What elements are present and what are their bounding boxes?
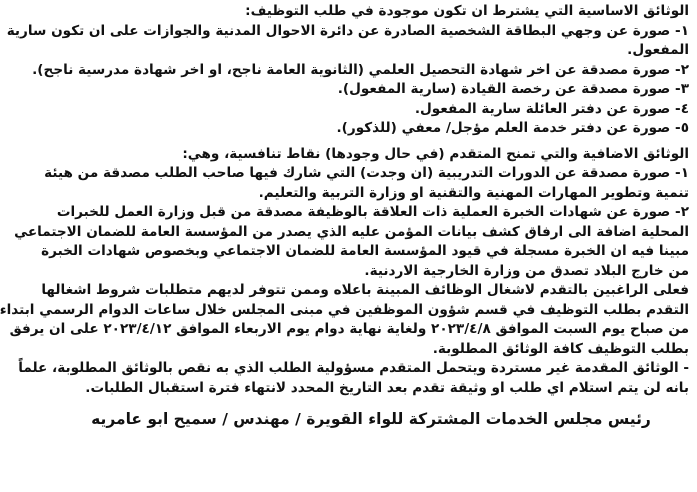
additional-document-line: مبينا فيه ان الخبرة مسجلة في قيود المؤسسة العامة للضمان الاجتماعي وبخصوص شهادات الخبرة (41, 243, 689, 259)
basic-documents-heading: الوثائق الاساسية التي يشترط ان تكون موجودة في طلب التوظيف: (245, 3, 689, 19)
basic-document-line: ٥- صورة عن دفتر خدمة العلم مؤجل/ معفي (للذكور). (336, 120, 689, 136)
instruction-line: التقدم بطلب التوظيف في قسم شؤون الموظفين في مبنى المجلس خلال ساعات الدوام الرسمي ابتداء (0, 301, 689, 318)
basic-document-line: المفعول. (627, 42, 689, 58)
basic-documents-section (6, 2, 689, 139)
application-instructions-section (0, 281, 689, 398)
basic-document-line: ١- صورة عن وجهي البطاقة الشخصية الصادرة عن دائرة الاحوال المدنية والجوازات على ان تكون سارية (6, 22, 689, 39)
signature-line: رئيس مجلس الخدمات المشتركة للواء القويرة / مهندس / سميح ابو عامريه (91, 410, 651, 428)
signature-spacer (65, 398, 689, 408)
additional-document-line: ١- صورة مصدقة عن الدورات التدريبية (ان وجدت) التي شارك فيها صاحب الطلب مصدقة من هيئة (44, 165, 689, 181)
instruction-line: بانه لن يتم استلام اي طلب او وثيقة تقدم بعد التاريخ المحدد لانتهاء فترة استقبال الطلبات. (85, 379, 689, 396)
instruction-line: من صباح يوم السبت الموافق ٢٠٢٣/٤/٨ ولغاية نهاية دوام يوم الاربعاء الموافق ٢٠٢٣/٤/١٢ على ان يرفق (9, 321, 689, 337)
basic-document-line: ٤- صورة عن دفتر العائلة سارية المفعول. (414, 100, 689, 117)
instruction-line: - الوثائق المقدمة غير مستردة ويتحمل المتقدم مسؤولية الطلب الذي به نقص بالوثائق المطلوبة، علماً (18, 360, 689, 376)
additional-document-line: ٢- صورة عن شهادات الخبرة العملية ذات العلاقة بالوظيفة مصدقة من قبل وزارة العمل للخبرات (56, 204, 689, 220)
additional-document-line: المحلية اضافة الى ارفاق كشف بيانات المؤمن عليه الذي يصدر من المؤسسة العامة للضمان الاجتماعي (14, 223, 689, 240)
basic-document-line: ٣- صورة مصدقة عن رخصة القيادة (سارية المفعول). (337, 81, 689, 97)
additional-documents-heading: الوثائق الاضافية والتي تمنح المتقدم (في حال وجودها) نقاط تنافسية، وهي: (182, 145, 689, 162)
basic-document-line: ٢- صورة مصدقة عن اخر شهادة التحصيل العلمي (الثانوية العامة ناجح، او اخر شهادة مدرسية ناجح). (32, 61, 689, 78)
additional-documents-section (14, 145, 689, 282)
instruction-line: فعلى الراغبين بالتقدم لاشغال الوظائف المبينة باعلاه وممن تتوفر لديهم متطلبات شروط اشغالها (41, 282, 689, 298)
additional-document-line: من خارج البلاد تصدق من وزارة الخارجية الاردنية. (364, 262, 689, 279)
additional-document-line: تنمية وتطوير المهارات المهنية والتقنية او وزارة التربية والتعليم. (258, 184, 689, 201)
instruction-line: بطلب التوظيف كافة الوثائق المطلوبة. (432, 340, 689, 357)
